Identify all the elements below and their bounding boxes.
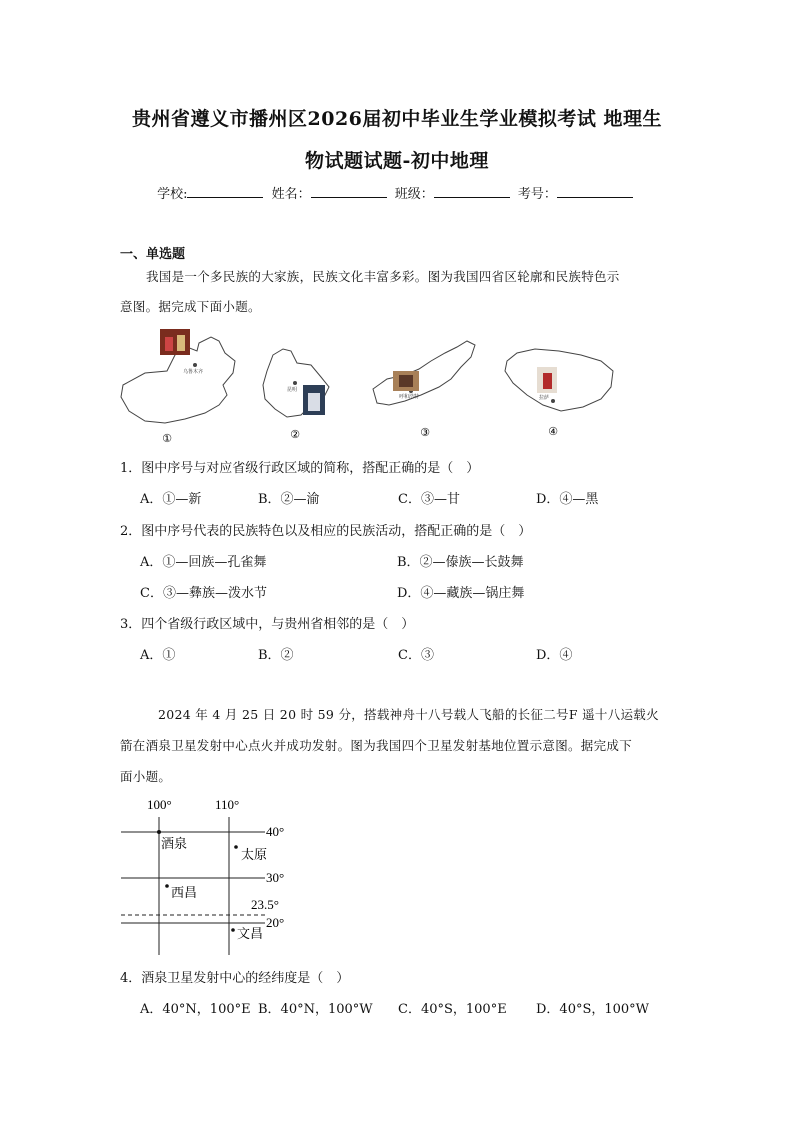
map-tibet [505, 349, 613, 411]
question-2-stem: 2．图中序号代表的民族特色以及相应的民族活动，搭配正确的是（ ） [120, 524, 532, 539]
map-2-city: 昆明 [287, 387, 298, 393]
school-label: 学校: [157, 187, 188, 202]
name-blank[interactable] [311, 185, 387, 198]
lat-label-30: 30° [266, 870, 285, 885]
intro-line-1: 我国是一个多民族的大家族，民族文化丰富多彩。图为我国四省区轮廓和民族特色示 [146, 269, 620, 284]
map-3-label: ③ [420, 426, 430, 439]
site-jiuquan: 酒泉 [161, 837, 188, 852]
q2-option-b[interactable]: B．②—傣族—长鼓舞 [397, 555, 524, 570]
q2-option-c[interactable]: C．③—彝族—泼水节 [140, 586, 267, 601]
map-1-label: ① [162, 432, 172, 445]
site-wenchang: 文昌 [237, 927, 264, 942]
q3-option-c[interactable]: C．③ [398, 648, 434, 663]
q3-option-b[interactable]: B．② [258, 648, 294, 663]
q3-option-d[interactable]: D．④ [536, 648, 573, 663]
lat-label-20: 20° [266, 915, 285, 930]
q2-option-a[interactable]: A．①—回族—孔雀舞 [140, 555, 267, 570]
map-2-label: ② [290, 428, 300, 441]
student-info [0, 183, 794, 202]
q4-option-c[interactable]: C．40°S，100°E [398, 1002, 507, 1017]
section-heading: 一、单选题 [120, 247, 186, 262]
q4-option-b[interactable]: B．40°N，100°W [258, 1002, 373, 1017]
intro-line-2: 意图。据完成下面小题。 [120, 299, 261, 314]
q1-option-b[interactable]: B．②—渝 [258, 492, 320, 507]
q1-option-c[interactable]: C．③—甘 [398, 492, 460, 507]
q1-option-d[interactable]: D．④—黑 [536, 492, 599, 507]
exam-number-label: 考号： [517, 187, 557, 202]
q4-option-a[interactable]: A．40°N，100°E [140, 1002, 251, 1017]
question-3-stem: 3．四个省级行政区域中，与贵州省相邻的是（ ） [120, 617, 415, 632]
map-4-label: ④ [548, 425, 558, 438]
lat-label-40: 40° [266, 824, 285, 839]
class-label: 班级： [394, 187, 434, 202]
map-3-city: 呼和浩特 [399, 394, 420, 400]
launch-sites-grid [115, 795, 305, 960]
map-4-city: 拉萨 [539, 395, 550, 401]
lon-label-100: 100° [147, 797, 172, 812]
map-1-city: 乌鲁木齐 [183, 369, 204, 375]
province-maps-figure [115, 325, 635, 450]
q3-option-a[interactable]: A．① [140, 648, 176, 663]
question-1-stem: 1．图中序号与对应省级行政区域的简称，搭配正确的是（ ） [120, 461, 480, 476]
exam-number-blank[interactable] [557, 185, 633, 198]
q1-option-a[interactable]: A．①—新 [140, 492, 202, 507]
launch-intro-line-1: 2024 年 4 月 25 日 20 时 59 分，搭载神舟十八号载人飞船的长征二号F 遥十八运载火 [158, 707, 659, 722]
map-inner-mongolia [373, 341, 475, 405]
launch-intro-line-2: 箭在酒泉卫星发射中心点火并成功发射。图为我国四个卫星发射基地位置示意图。据完成下 [120, 738, 633, 753]
lon-label-110: 110° [215, 797, 240, 812]
q4-option-d[interactable]: D．40°S，100°W [536, 1002, 650, 1017]
class-blank[interactable] [434, 185, 510, 198]
page-title-line2: 物试题试题-初中地理 [305, 150, 489, 172]
map-yunnan [263, 349, 329, 417]
map-xinjiang [121, 329, 235, 423]
launch-intro-line-3: 面小题。 [120, 769, 172, 784]
page-title-line1: 贵州省遵义市播州区2026届初中毕业生学业模拟考试 地理生 [132, 108, 662, 130]
lat-label-23-5: 23.5° [251, 897, 279, 912]
school-blank[interactable] [187, 185, 263, 198]
name-label: 姓名： [271, 187, 311, 202]
site-xichang: 西昌 [171, 886, 198, 901]
site-taiyuan: 太原 [241, 848, 268, 863]
question-4-stem: 4．酒泉卫星发射中心的经纬度是（ ） [120, 971, 350, 986]
q2-option-d[interactable]: D．④—藏族—锅庄舞 [397, 586, 525, 601]
